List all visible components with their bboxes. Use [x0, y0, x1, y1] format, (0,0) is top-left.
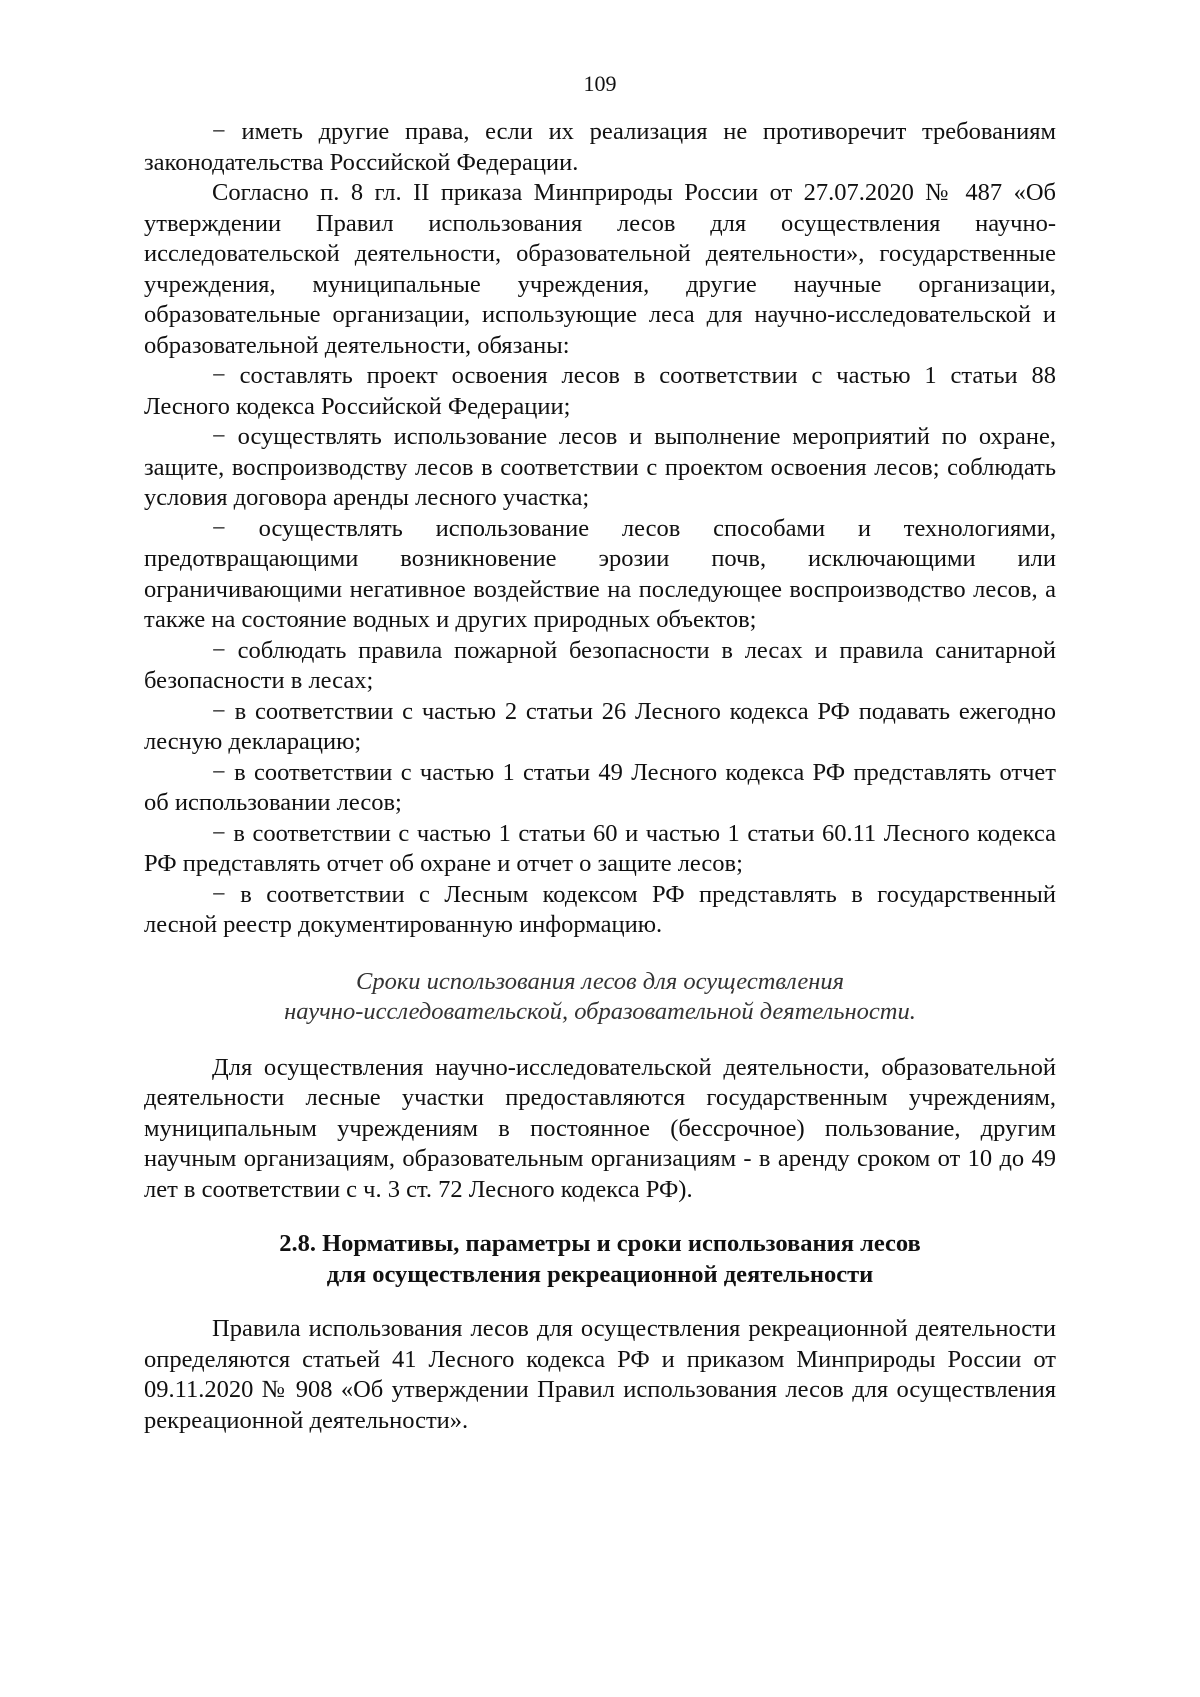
obligation-protection-report: − в соответствии с частью 1 статьи 60 и частью 1 статьи 60.11 Лесного кодекса РФ представлять отчет об охране и отчет о защите лесов; — [144, 819, 1056, 877]
paragraph-order-487: Согласно п. 8 гл. II приказа Минприроды России от 27.07.2020 № 487 «Об утверждении Правил использования лесов для осуществления научно-исследовательской деятельности, образовательной деятельности», государственные учреждения, муниципальные учреждения, другие научные организации, образовательные организации, использующие леса для научно-исследовательской и образовательной деятельности, обязаны: — [144, 179, 1056, 359]
section-heading-line-2: для осуществления рекреационной деятельности — [326, 1260, 874, 1288]
paragraph-other-rights: − иметь другие права, если их реализация не противоречит требованиям законодательства Российской Федерации. — [144, 118, 1056, 176]
subheading-terms — [144, 967, 1056, 1028]
paragraph-recreation-rules: Правила использования лесов для осуществления рекреационной деятельности определяются статьей 41 Лесного кодекса РФ и приказом Минприроды России от 09.11.2020 № 908 «Об утверждении Правил использования лесов для осуществления рекреационной деятельности». — [144, 1315, 1056, 1434]
obligation-forest-declaration: − в соответствии с частью 2 статьи 26 Лесного кодекса РФ подавать ежегодно лесную декларацию; — [144, 697, 1056, 755]
obligation-usage-report: − в соответствии с частью 1 статьи 49 Лесного кодекса РФ представлять отчет об использовании лесов; — [144, 758, 1056, 816]
obligation-development-project: − составлять проект освоения лесов в соответствии с частью 1 статьи 88 Лесного кодекса Российской Федерации; — [144, 362, 1056, 420]
obligation-erosion-prevention: − осуществлять использование лесов способами и технологиями, предотвращающими возникновение эрозии почв, исключающими или ограничивающими негативное воздействие на последующее воспроизводство лесов, а также на состояние водных и других природных объектов; — [144, 514, 1056, 633]
obligation-forest-use-measures: − осуществлять использование лесов и выполнение мероприятий по охране, защите, воспроизводству лесов в соответствии с проектом освоения лесов; соблюдать условия договора аренды лесного участка; — [144, 423, 1056, 511]
obligation-forest-registry: − в соответствии с Лесным кодексом РФ представлять в государственный лесной реестр документированную информацию. — [144, 880, 1056, 938]
obligation-fire-safety: − соблюдать правила пожарной безопасности в лесах и правила санитарной безопасности в лесах; — [144, 636, 1056, 694]
page-number: 109 — [583, 71, 617, 96]
paragraph-terms: Для осуществления научно-исследовательской деятельности, образовательной деятельности лесные участки предоставляются государственным учреждениям, муниципальным учреждениям в постоянное (бессрочное) пользование, другим научным организациям, образовательным организациям - в аренду сроком от 10 до 49 лет в соответствии с ч. 3 ст. 72 Лесного кодекса РФ). — [144, 1053, 1056, 1203]
section-heading-2-8 — [144, 1229, 1056, 1290]
subheading-line-1: Сроки использования лесов для осуществления — [355, 967, 844, 995]
document-body — [144, 117, 1056, 1436]
section-heading-line-1: 2.8. Нормативы, параметры и сроки использования лесов — [279, 1230, 921, 1257]
subheading-line-2: научно-исследовательской, образовательной деятельности. — [284, 998, 916, 1025]
